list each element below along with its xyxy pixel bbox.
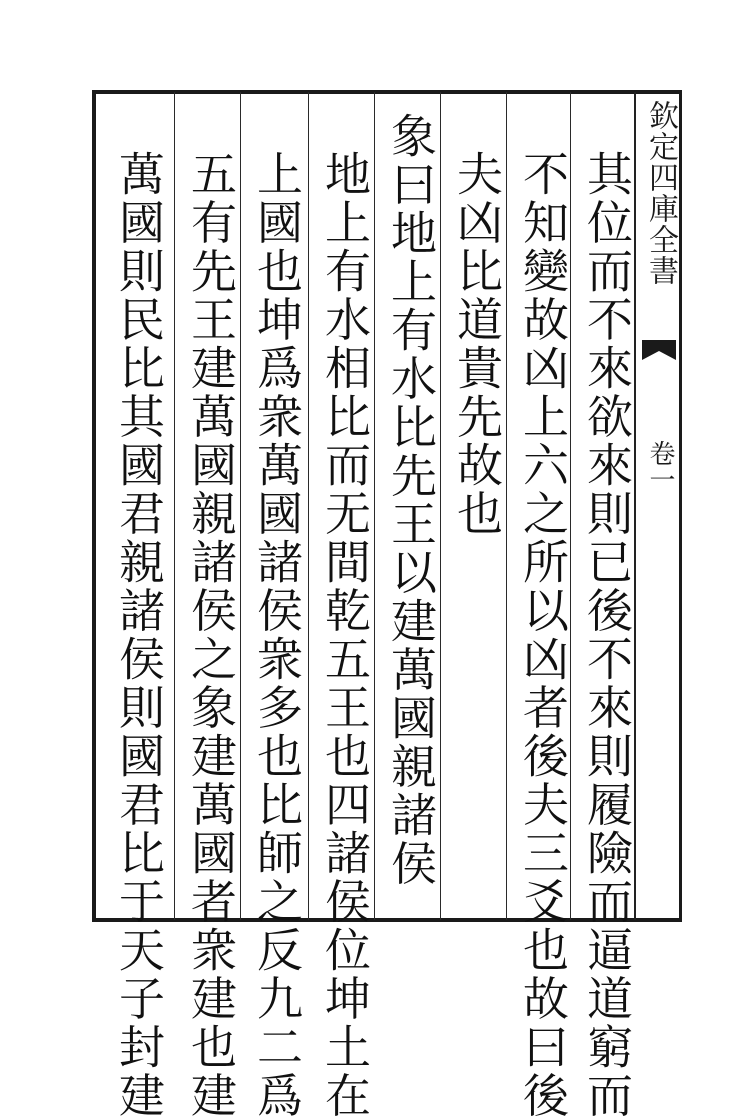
text-column-3: 夫凶比道貴先故也 [450,150,504,538]
text-column-8: 萬國則民比其國君親諸侯則國君比于天子封建 [112,150,166,1120]
text-column-6: 上國也坤爲衆萬國諸侯衆多也比師之反九二爲 [250,150,304,1120]
column-rule [308,92,309,920]
text-column-7: 五有先王建萬國親諸侯之象建萬國者衆建也建 [184,150,238,1120]
book-title: 欽定四庫全書 [643,100,678,286]
text-column-1: 其位而不來欲來則已後不來則履險而逼道窮而 [580,150,634,1120]
text-column-4: 象曰地上有水比先王以建萬國親諸侯 [384,112,438,888]
column-rule [174,92,175,920]
volume-label: 卷一 [645,440,675,492]
text-column-5: 地上有水相比而无間乾五王也四諸侯位坤土在 [318,150,372,1120]
text-column-2: 不知變故凶上六之所以凶者後夫三爻也故曰後 [516,150,570,1120]
